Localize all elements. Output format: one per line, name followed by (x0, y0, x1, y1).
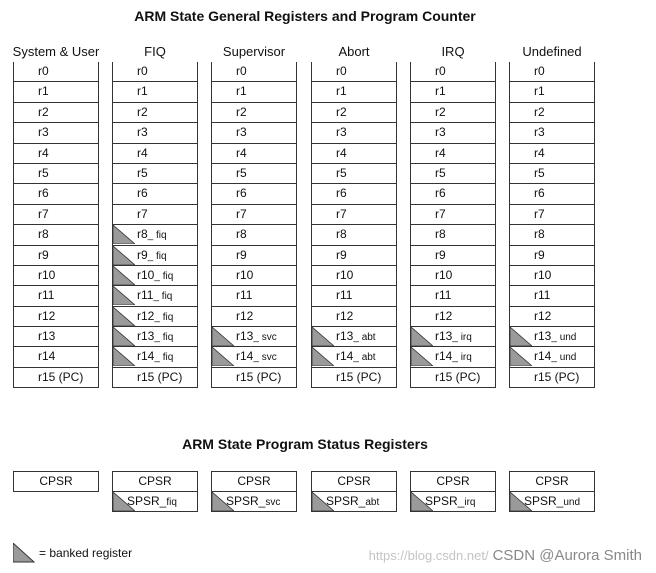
banked-triangle-icon (113, 286, 135, 305)
register-cell (311, 368, 397, 388)
register-name: r12 (236, 308, 254, 323)
register-name: r11 (435, 288, 452, 303)
register-name: r12 (534, 308, 552, 323)
register-name: r0 (534, 64, 545, 78)
register-cell (13, 368, 99, 388)
register-cell (410, 225, 496, 245)
register-name: r13 (236, 329, 254, 344)
register-cell (13, 347, 99, 367)
register-name: r11 (336, 288, 353, 303)
column-header: Abort (338, 44, 370, 59)
banked-triangle-icon (113, 347, 135, 366)
register-suffix: _ fiq (154, 270, 174, 282)
psr-title: ARM State Program Status Registers (182, 436, 428, 452)
register-name: r13 (38, 329, 56, 344)
register-cell (410, 347, 496, 367)
register-cell (13, 246, 99, 266)
register-name: r5 (236, 165, 247, 180)
register-column (12, 44, 100, 388)
register-name: r1 (137, 84, 148, 99)
banked-triangle-icon (510, 327, 532, 346)
banked-triangle-icon (411, 327, 433, 346)
register-name: r14 (137, 349, 155, 364)
register-cell (509, 225, 595, 245)
register-name: r13 (435, 329, 453, 344)
register-name: r15 (PC) (435, 369, 481, 384)
register-name: r0 (336, 64, 347, 78)
register-name: r4 (534, 145, 545, 160)
register-cell (311, 307, 397, 327)
spsr-cell: SPSR_svc (211, 492, 297, 512)
register-cell (509, 347, 595, 367)
register-cell (112, 144, 198, 164)
psr-group (13, 471, 99, 492)
register-name: r14 (534, 349, 552, 364)
banked-triangle-icon (113, 307, 135, 326)
register-name: r10 (534, 267, 552, 282)
register-name: r6 (236, 186, 247, 201)
register-cell (211, 327, 297, 347)
register-cell (311, 123, 397, 143)
register-name: r14 (236, 349, 254, 364)
register-name: r4 (38, 145, 49, 160)
register-cell (211, 246, 297, 266)
banked-triangle-icon (212, 327, 234, 346)
register-name: r1 (236, 84, 247, 99)
register-cell (311, 62, 397, 82)
cpsr-cell: CPSR (509, 471, 595, 492)
register-name: r13 (137, 329, 155, 344)
register-suffix: _ fiq (154, 352, 174, 364)
register-suffix: _ und (551, 332, 577, 344)
register-suffix: _ fiq (154, 332, 174, 344)
register-name: r3 (336, 125, 347, 140)
register-cell (211, 184, 297, 204)
register-suffix: _ abt (353, 352, 376, 364)
register-cell (509, 286, 595, 306)
banked-triangle-icon (312, 492, 334, 511)
register-cell (410, 205, 496, 225)
register-name: r15 (PC) (336, 369, 382, 384)
register-suffix: _ und (551, 352, 577, 364)
register-cell (13, 164, 99, 184)
legend-text: = banked register (39, 546, 133, 560)
register-cell (211, 144, 297, 164)
psr-group (410, 471, 496, 512)
register-cell (311, 205, 397, 225)
register-cell (509, 144, 595, 164)
spsr-cell: SPSR_und (509, 492, 595, 512)
register-cell (211, 368, 297, 388)
register-cell (112, 225, 198, 245)
register-name: r5 (435, 165, 446, 180)
register-name: r11 (534, 288, 551, 303)
register-name: r12 (137, 308, 155, 323)
register-cell (410, 164, 496, 184)
register-cell (13, 123, 99, 143)
banked-triangle-icon (113, 492, 135, 511)
register-name: r5 (534, 165, 545, 180)
cpsr-cell: CPSR (13, 471, 99, 492)
register-cell (311, 144, 397, 164)
register-cell (311, 327, 397, 347)
psr-group (311, 471, 397, 512)
register-cell (410, 266, 496, 286)
banked-triangle-icon (113, 327, 135, 346)
register-name: r1 (435, 84, 446, 99)
register-cell (410, 246, 496, 266)
register-name: r1 (336, 84, 347, 99)
register-cell (311, 266, 397, 286)
register-cell (211, 225, 297, 245)
register-name: r3 (435, 125, 446, 140)
register-name: r3 (534, 125, 545, 140)
register-cell (211, 286, 297, 306)
register-cell (311, 103, 397, 123)
register-cell (410, 123, 496, 143)
register-name: r12 (336, 308, 354, 323)
register-cell (410, 103, 496, 123)
register-name: r15 (PC) (534, 369, 580, 384)
register-column (509, 44, 595, 388)
register-cell (509, 103, 595, 123)
register-name: r1 (534, 84, 545, 99)
register-name: r5 (336, 165, 347, 180)
register-cell (509, 327, 595, 347)
register-cell (509, 184, 595, 204)
register-suffix: _ abt (353, 332, 376, 344)
register-name: r9 (336, 247, 347, 262)
register-cell (211, 123, 297, 143)
register-cell (509, 368, 595, 388)
register-name: r4 (435, 145, 446, 160)
register-name: r8 (137, 227, 148, 242)
register-name: r6 (534, 186, 545, 201)
banked-triangle-icon (212, 347, 234, 366)
register-name: r12 (38, 308, 56, 323)
register-name: r0 (236, 64, 247, 78)
register-name: r15 (PC) (236, 369, 282, 384)
register-name: r8 (38, 227, 49, 242)
register-cell (13, 225, 99, 245)
register-name: r14 (38, 349, 56, 364)
register-column (311, 44, 397, 388)
register-cell (112, 103, 198, 123)
banked-triangle-icon (212, 492, 234, 511)
banked-triangle-icon (312, 347, 334, 366)
register-name: r7 (534, 206, 545, 221)
register-name: r5 (137, 165, 148, 180)
register-name: r11 (236, 288, 253, 303)
register-cell (509, 205, 595, 225)
banked-triangle-icon (510, 492, 532, 511)
register-name: r3 (137, 125, 148, 140)
banked-triangle-icon (510, 347, 532, 366)
register-name: r9 (435, 247, 446, 262)
register-cell (13, 327, 99, 347)
register-cell (112, 184, 198, 204)
register-cell (13, 144, 99, 164)
register-cell (211, 164, 297, 184)
psr-group (509, 471, 595, 512)
cpsr-cell: CPSR (311, 471, 397, 492)
register-name: r2 (534, 104, 545, 119)
register-cell (311, 225, 397, 245)
register-suffix: _ svc (253, 332, 277, 344)
register-cell (112, 327, 198, 347)
register-cell (112, 164, 198, 184)
register-cell (311, 164, 397, 184)
register-cell (112, 266, 198, 286)
banked-triangle-icon (312, 327, 334, 346)
register-cell (410, 144, 496, 164)
register-name: r4 (236, 145, 247, 160)
register-name: r4 (336, 145, 347, 160)
column-header: FIQ (144, 44, 166, 59)
register-cell (13, 82, 99, 102)
register-name: r8 (435, 227, 446, 242)
register-suffix: _ fiq (147, 250, 167, 262)
register-cell (112, 82, 198, 102)
register-cell (410, 184, 496, 204)
register-cell (112, 246, 198, 266)
register-suffix: _ svc (253, 352, 277, 364)
register-cell (211, 266, 297, 286)
register-cell (211, 103, 297, 123)
register-name: r4 (137, 145, 148, 160)
register-name: r9 (137, 247, 148, 262)
register-name: r10 (236, 267, 254, 282)
banked-triangle-icon (411, 347, 433, 366)
register-cell (13, 103, 99, 123)
register-name: r2 (137, 104, 148, 119)
banked-triangle-icon (13, 543, 35, 563)
register-cell (13, 307, 99, 327)
register-suffix: _ irq (452, 352, 472, 364)
psr-group (112, 471, 198, 512)
register-name: r15 (PC) (137, 369, 183, 384)
register-cell (509, 82, 595, 102)
column-header: Undefined (522, 44, 582, 59)
register-name: r0 (38, 64, 49, 78)
register-name: r11 (137, 288, 154, 303)
register-cell (112, 123, 198, 143)
register-name: r14 (435, 349, 453, 364)
register-cell (410, 62, 496, 82)
register-cell (13, 184, 99, 204)
column-header: IRQ (441, 44, 465, 59)
register-cell (13, 62, 99, 82)
register-suffix: _ irq (452, 332, 472, 344)
banked-triangle-icon (113, 225, 135, 244)
register-name: r1 (38, 84, 49, 99)
register-name: r7 (38, 206, 49, 221)
spsr-cell: SPSR_fiq (112, 492, 198, 512)
register-cell (112, 307, 198, 327)
register-name: r10 (38, 267, 56, 282)
register-suffix: _ fiq (154, 311, 174, 323)
banked-triangle-icon (411, 492, 433, 511)
watermark (369, 547, 642, 564)
register-name: r10 (336, 267, 354, 282)
register-cell (410, 368, 496, 388)
register-cell (211, 347, 297, 367)
register-cell (509, 62, 595, 82)
register-cell (509, 307, 595, 327)
register-cell (311, 347, 397, 367)
register-name: r10 (435, 267, 453, 282)
register-name: r9 (38, 247, 49, 262)
register-cell (112, 368, 198, 388)
register-name: r8 (336, 227, 347, 242)
register-name: r9 (534, 247, 545, 262)
register-cell (311, 82, 397, 102)
register-name: r2 (435, 104, 446, 119)
register-cell (13, 205, 99, 225)
register-name: r6 (137, 186, 148, 201)
legend (13, 543, 132, 563)
column-header: Supervisor (222, 44, 286, 59)
register-name: r6 (38, 186, 49, 201)
register-name: r13 (534, 329, 552, 344)
register-name: r0 (435, 64, 446, 78)
cpsr-cell: CPSR (211, 471, 297, 492)
register-name: r9 (236, 247, 247, 262)
register-name: r10 (137, 267, 155, 282)
register-cell (410, 286, 496, 306)
register-cell (509, 164, 595, 184)
register-cell (311, 184, 397, 204)
register-cell (211, 82, 297, 102)
register-cell (112, 286, 198, 306)
register-column (112, 44, 198, 388)
register-column (410, 44, 496, 388)
register-cell (410, 327, 496, 347)
banked-triangle-icon (113, 266, 135, 285)
register-name: r7 (435, 206, 446, 221)
register-suffix: _ fiq (147, 230, 167, 242)
register-name: r8 (236, 227, 247, 242)
spsr-cell: SPSR_irq (410, 492, 496, 512)
register-suffix: _ fiq (153, 291, 173, 303)
register-name: r11 (38, 288, 55, 303)
register-cell (211, 205, 297, 225)
register-name: r5 (38, 165, 49, 180)
register-name: r13 (336, 329, 354, 344)
watermark-text: CSDN @Aurora Smith (492, 547, 642, 564)
column-header: System & User (12, 44, 100, 59)
watermark-url: https://blog.csdn.net/ (368, 548, 489, 563)
register-cell (509, 266, 595, 286)
register-name: r15 (PC) (38, 369, 84, 384)
register-cell (509, 123, 595, 143)
register-name: r3 (236, 125, 247, 140)
register-cell (211, 307, 297, 327)
register-name: r6 (435, 186, 446, 201)
cpsr-cell: CPSR (112, 471, 198, 492)
register-name: r2 (38, 104, 49, 119)
register-name: r2 (236, 104, 247, 119)
register-name: r7 (336, 206, 347, 221)
title: ARM State General Registers and Program Counter (134, 8, 476, 24)
register-cell (410, 82, 496, 102)
register-name: r14 (336, 349, 354, 364)
register-name: r3 (38, 125, 49, 140)
register-cell (311, 286, 397, 306)
cpsr-cell: CPSR (410, 471, 496, 492)
psr-group (211, 471, 297, 512)
register-cell (509, 246, 595, 266)
register-cell (410, 307, 496, 327)
register-name: r8 (534, 227, 545, 242)
register-name: r12 (435, 308, 453, 323)
register-name: r6 (336, 186, 347, 201)
register-cell (13, 266, 99, 286)
register-name: r2 (336, 104, 347, 119)
register-name: r7 (137, 206, 148, 221)
register-cell (112, 205, 198, 225)
register-column (211, 44, 297, 388)
register-cell (112, 62, 198, 82)
register-name: r0 (137, 64, 148, 78)
register-cell (112, 347, 198, 367)
spsr-cell: SPSR_abt (311, 492, 397, 512)
register-name: r7 (236, 206, 247, 221)
register-cell (211, 62, 297, 82)
register-cell (13, 286, 99, 306)
banked-triangle-icon (113, 246, 135, 265)
register-cell (311, 246, 397, 266)
